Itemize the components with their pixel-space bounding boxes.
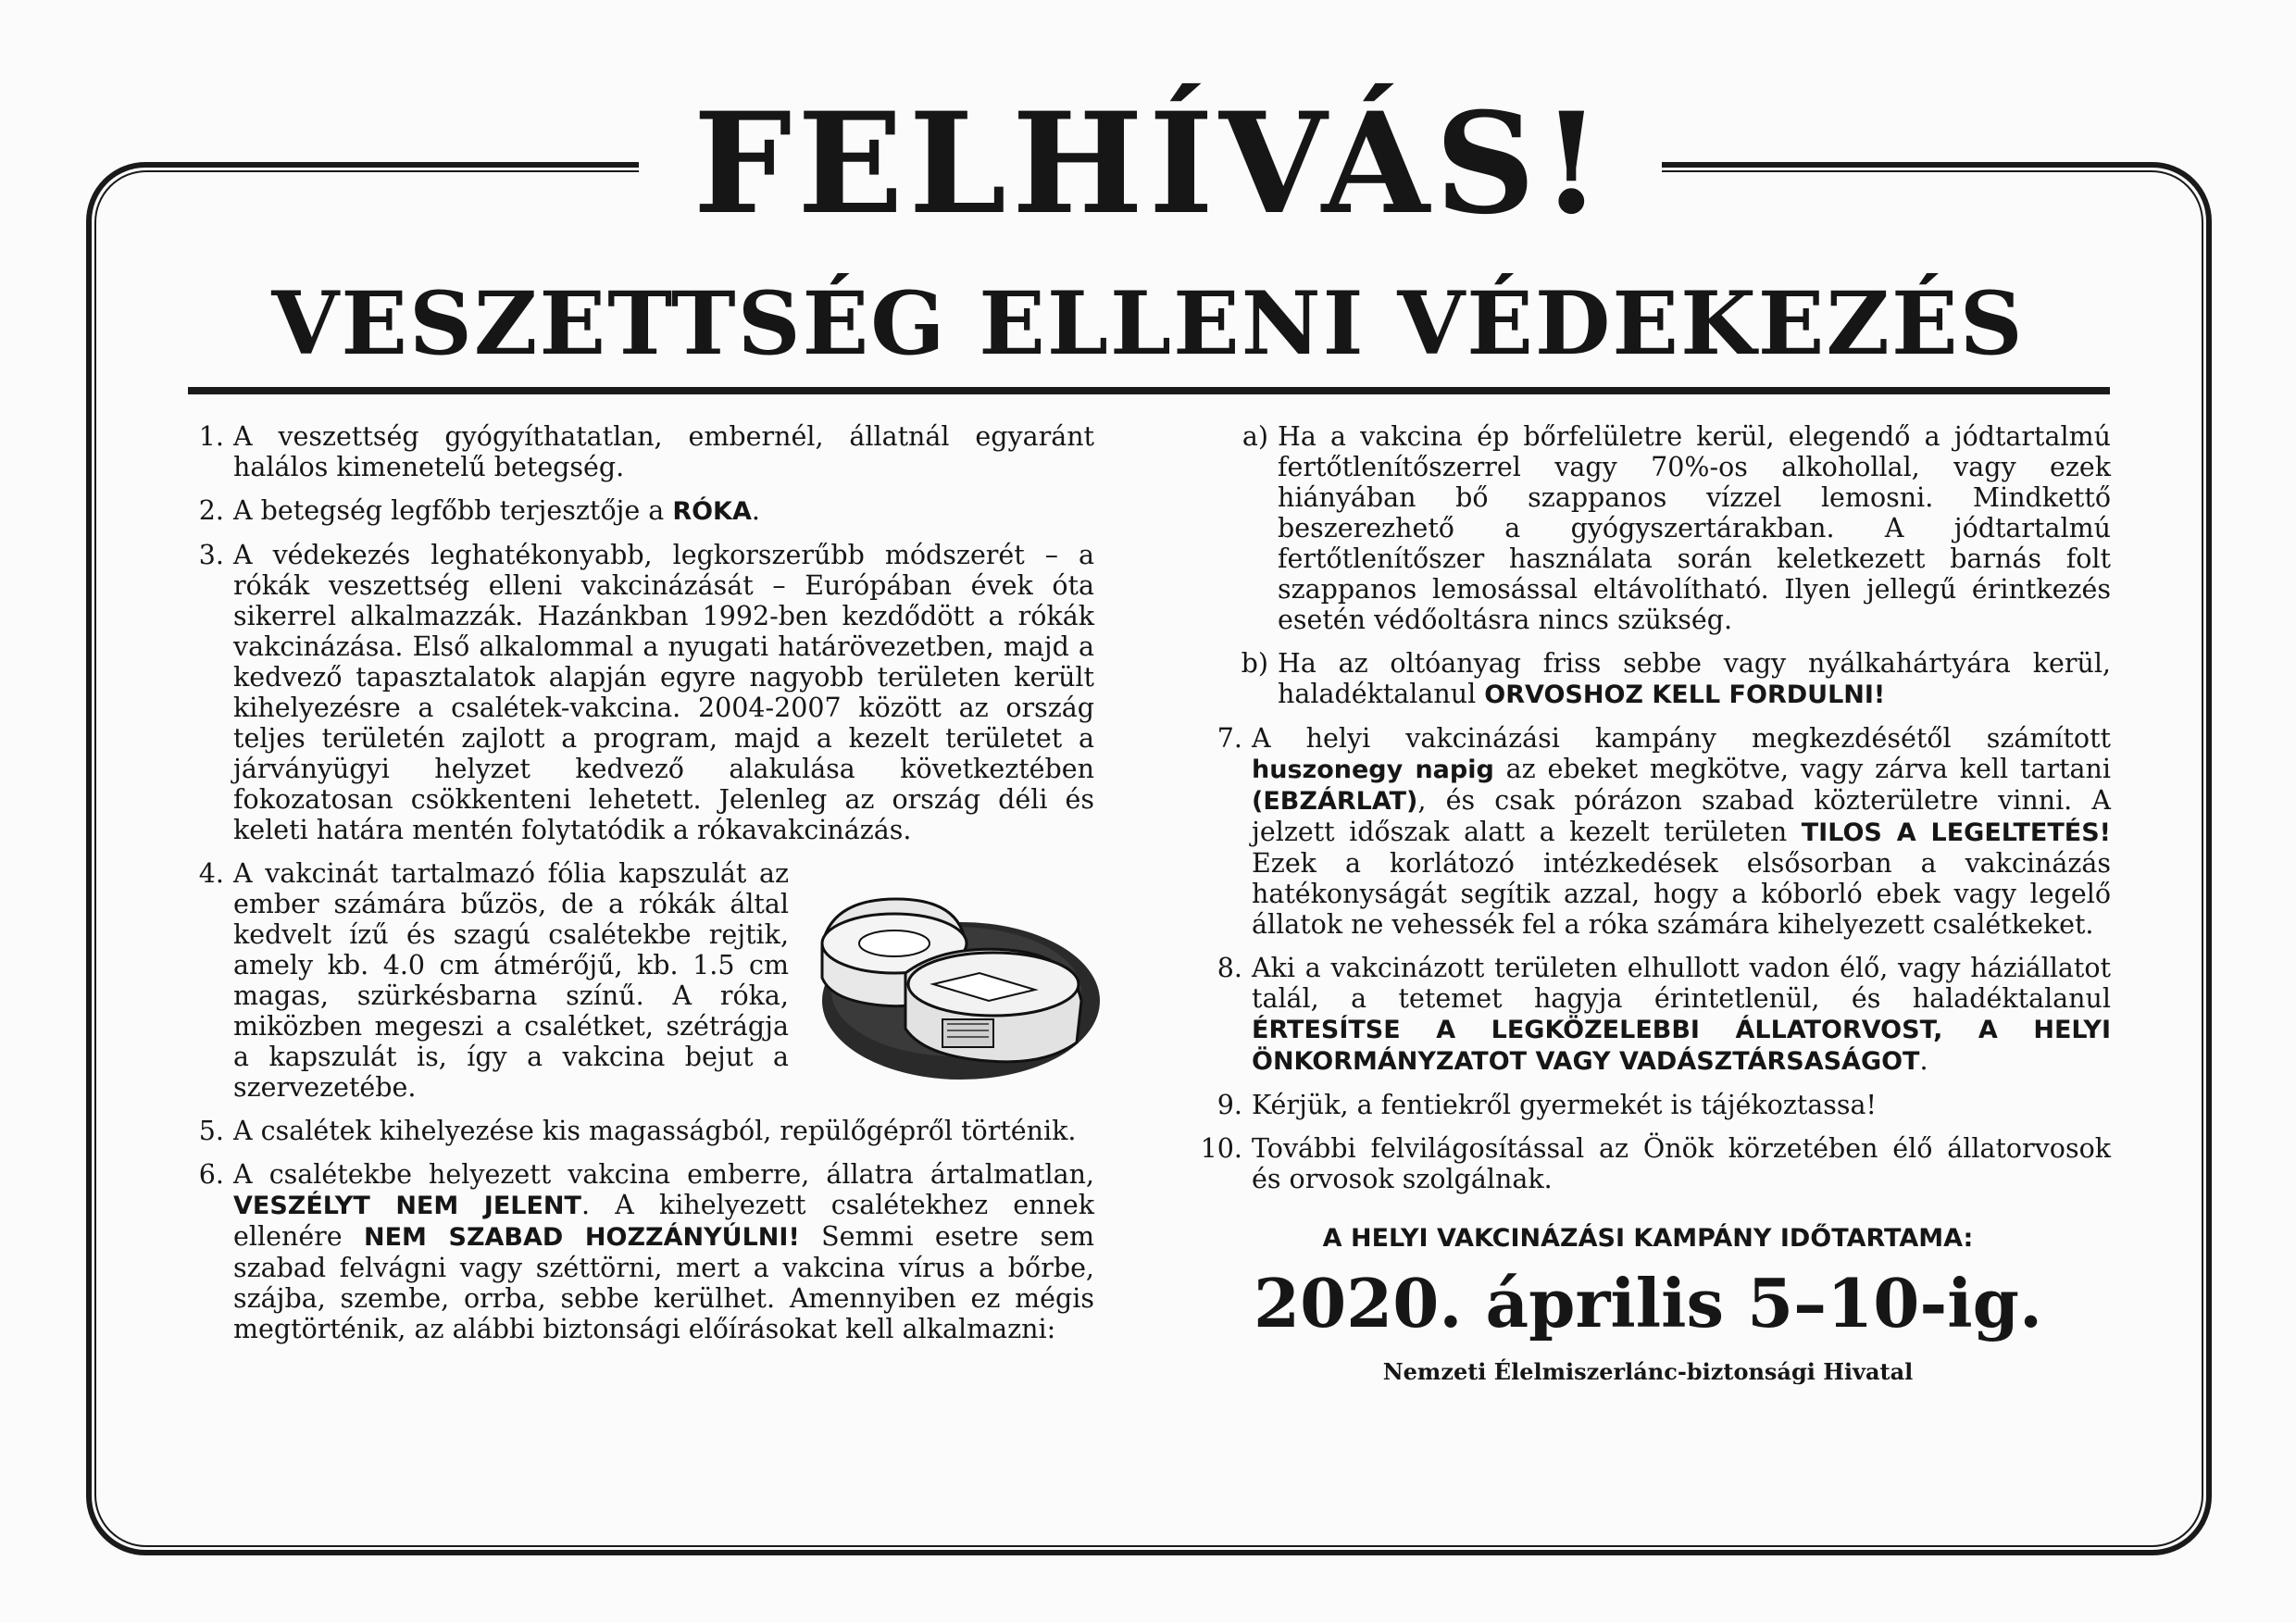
emphasis: (EBZÁRLAT) [1252, 787, 1418, 816]
list-item: 8. Aki a vakcinázott területen elhullott vadon élő, vagy háziállatot talál, a tetemet hagyja érintetlenül, és haladéktalanul ÉRTESÍTSE A LEGKÖZELEBBI ÁLLATORVOST, A HELYI ÖNKORMÁNYZATOT VAGY VADÁSZTÁRSASÁGOT. [1217, 953, 2111, 1076]
list-item: 7. A helyi vakcinázási kampány megkezdésétől számított huszonegy napig az ebeket megkötve, vagy zárva kell tartani (EBZÁRLAT), és csak pórázon szabad közterületre vinni. A jelzett időszak alatt a kezelt területen TILOS A LEGELTETÉS! Ezek a korlátozó intézkedések elsősorban a vakcinázás hatékonyságát segítik azzal, hogy a kóborló ebek vagy legelő állatok ne vehessék fel a róka számára kihelyezett csalétkeket. [1217, 723, 2111, 940]
emphasis: RÓKA [672, 497, 752, 526]
emphasis: huszonegy napig [1252, 755, 1494, 784]
campaign-date: 2020. április 5–10-ig. [1253, 1264, 2043, 1342]
agency-name: Nemzeti Élelmiszerlánc-biztonsági Hivatal [1382, 1358, 1914, 1385]
bait-capsule-icon [794, 862, 1100, 1093]
list-item: 2. A betegség legfőbb terjesztője a RÓKA. [198, 495, 760, 526]
sub-item: b) Ha az oltóanyag friss sebbe vagy nyálkahártyára kerül, haladéktalanul ORVOSHOZ KELL FORDULNI! [1241, 648, 2111, 709]
page-title: FELHÍVÁS! [693, 82, 1608, 245]
campaign-heading: A HELYI VAKCINÁZÁSI KAMPÁNY IDŐTARTAMA: [1322, 1224, 1974, 1253]
emphasis: TILOS A LEGELTETÉS! [1801, 818, 2111, 847]
emphasis: ÉRTESÍTSE A LEGKÖZELEBBI ÁLLATORVOST, A HELYI ÖNKORMÁNYZATOT VAGY VADÁSZTÁRSASÁGOT [1252, 1016, 2111, 1076]
left-column [176, 421, 1094, 1357]
divider [188, 387, 2110, 394]
list-item: 10. További felvilágosítással az Önök körzetében élő állatorvosok és orvosok szolgálnak. [1200, 1133, 2111, 1194]
list-item: 1. A veszettség gyógyíthatatlan, embernél, állatnál egyaránt halálos kimenetelű betegség. [198, 421, 1094, 482]
list-item: 5. A csalétek kihelyezése kis magasságból, repülőgépről történik. [198, 1116, 1077, 1146]
emphasis: VESZÉLYT NEM JELENT [233, 1192, 581, 1220]
page-subtitle: VESZETTSÉG ELLENI VÉDEKEZÉS [271, 273, 2025, 375]
emphasis: NEM SZABAD HOZZÁNYÚLNI! [363, 1223, 800, 1252]
list-item: 9. Kérjük, a fentiekről gyermekét is tájékoztassa! [1217, 1090, 1877, 1120]
list-item: 4. A vakcinát tartalmazó fólia kapszulát az ember számára bűzös, de a rókák által kedvelt ízű és szagú csalétekbe rejtik, amely kb. 4.0 cm átmérőjű, kb. 1.5 cm magas, szürkésbarna színű. A róka, miközben megeszi a csalétket, szétrágja a kapszulát is, így a vakcina bejut a szervezetébe. [176, 858, 1094, 1103]
list-item: 3. A védekezés leghatékonyabb, legkorszerűbb módszerét – a rókák veszettség elleni vakcinázását – Európában évek óta sikerrel alkalmazzák. Hazánkban 1992-ben kezdődött a rókák vakcinázása. Első alkalommal a nyugati határövezetben, majd a kedvező tapasztalatok alapján egyre nagyobb területen került kihelyezésre a csalétek-vakcina. 2004-2007 között az ország teljes területén zajlott a program, majd a kezelt területet a járványügyi helyzet kedvező alakulása következtében fokozatosan csökkenteni lehetett. Jelenleg az ország déli és keleti határa mentén folytatódik a rókavakcinázás. [198, 540, 1094, 845]
sub-item: a) Ha a vakcina ép bőrfelületre kerül, elegendő a jódtartalmú fertőtlenítőszerrel vagy 70%-os alkohollal, vagy ezek hiányában bő szappanos vízzel lemosni. Mindkettő beszerezhető a gyógyszertárakban. A jódtartalmú fertőtlenítőszer használata során keletkezett barnás folt szappanos lemosással eltávolítható. Ilyen jellegű érintkezés esetén védőoltásra nincs szükség. [1242, 421, 2111, 635]
right-column [1185, 421, 2111, 1391]
list-item: 6. A csalétekbe helyezett vakcina emberre, állatra ártalmatlan, VESZÉLYT NEM JELENT. A kihelyezett csalétekhez ennek ellenére NEM SZABAD HOZZÁNYÚLNI! Semmi esetre sem szabad felvágni vagy széttörni, mert a vakcina vírus a bőrbe, szájba, szembe, orrba, sebbe kerülhet. Amennyiben ez mégis megtörténik, az alábbi biztonsági előírásokat kell alkalmazni: [198, 1159, 1095, 1344]
emphasis: ORVOSHOZ KELL FORDULNI! [1484, 680, 1886, 709]
